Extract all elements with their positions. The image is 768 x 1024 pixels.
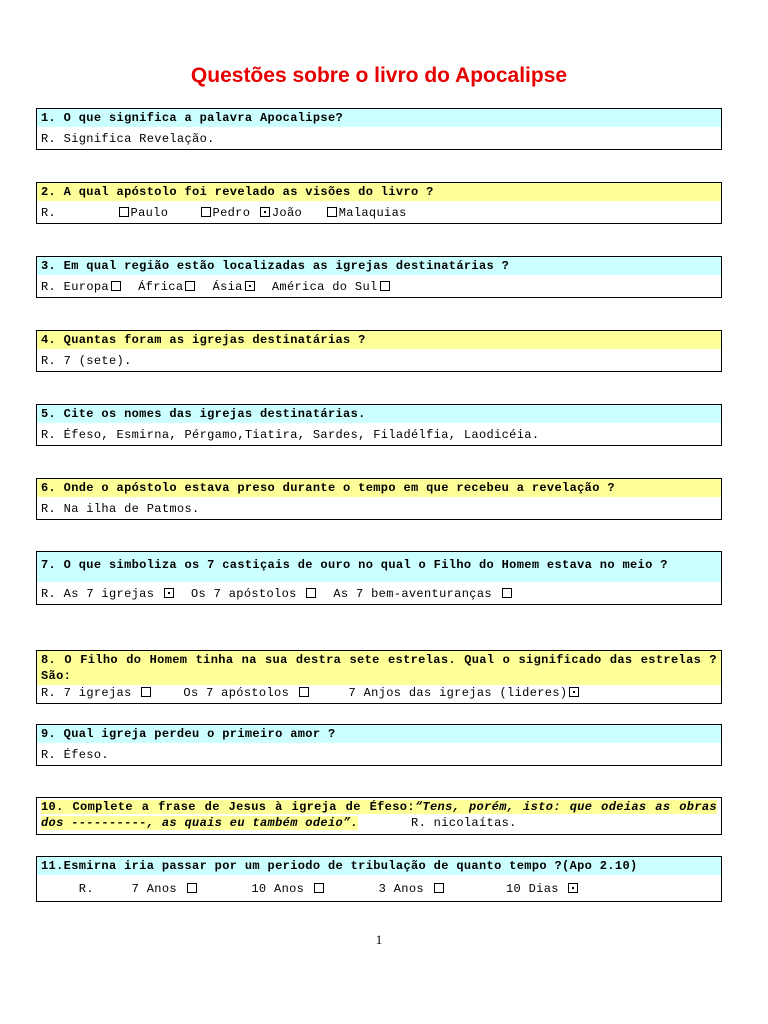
option-label: As 7 bem-aventuranças (333, 587, 492, 601)
option-label: 3 Anos (378, 882, 424, 896)
question-10-text (37, 798, 721, 834)
checkbox-joao[interactable] (260, 207, 270, 217)
answer-prefix: R. (78, 882, 94, 896)
question-3-text: 3. Em qual região estão localizadas as igrejas destinatárias ? (37, 257, 721, 275)
question-4 (36, 330, 722, 372)
checkbox-as-7-igrejas[interactable] (164, 588, 174, 598)
option-label: 10 Dias (505, 882, 559, 896)
answer-10: R. nicolaítas. (411, 816, 517, 830)
option-label: Ásia (212, 280, 243, 294)
question-5 (36, 404, 722, 446)
checkbox-africa[interactable] (185, 281, 195, 291)
answer-8 (37, 685, 721, 703)
question-1 (36, 108, 722, 150)
option-label: América do Sul (271, 280, 378, 294)
answer-2 (37, 201, 721, 223)
option-label: 7 Anjos das igrejas (lideres) (348, 686, 568, 700)
question-11 (36, 856, 722, 902)
answer-prefix: R. (41, 686, 57, 700)
checkbox-asia[interactable] (245, 281, 255, 291)
question-10 (36, 797, 722, 835)
question-5-text: 5. Cite os nomes das igrejas destinatárias. (37, 405, 721, 423)
answer-7 (37, 582, 721, 604)
question-11-text: 11.Esmirna iria passar por um periodo de tribulação de quanto tempo ?(Apo 2.10) (37, 857, 721, 875)
checkbox-3-anos[interactable] (434, 883, 444, 893)
checkbox-10-dias[interactable] (568, 883, 578, 893)
answer-prefix: R. (41, 206, 57, 220)
question-2-text: 2. A qual apóstolo foi revelado as visões do livro ? (37, 183, 721, 201)
checkbox-10-anos[interactable] (314, 883, 324, 893)
option-label: Os 7 apóstolos (183, 686, 290, 700)
checkbox-os-7-apostolos[interactable] (299, 687, 309, 697)
question-1-text: 1. O que significa a palavra Apocalipse? (37, 109, 721, 127)
page-number: 1 (375, 932, 383, 947)
question-8 (36, 650, 722, 704)
answer-prefix: R. (41, 280, 57, 294)
option-label: As 7 igrejas (63, 587, 155, 601)
option-label: Paulo (130, 206, 169, 220)
question-8-text: 8. O Filho do Homem tinha na sua destra sete estrelas. Qual o significado das estrelas ? São: (37, 651, 721, 685)
question-9-text: 9. Qual igreja perdeu o primeiro amor ? (37, 725, 721, 743)
option-label: Europa (63, 280, 109, 294)
answer-prefix: R. (41, 587, 57, 601)
checkbox-7-igrejas[interactable] (141, 687, 151, 697)
question-3 (36, 256, 722, 298)
option-label: Os 7 apóstolos (190, 587, 297, 601)
checkbox-7-anos[interactable] (187, 883, 197, 893)
checkbox-7-anjos[interactable] (569, 687, 579, 697)
option-label: João (271, 206, 303, 220)
question-10-quote: “Tens, porém, isto: que odeias as obras dos ----------, as quais eu também odeio”. (41, 800, 717, 830)
checkbox-europa[interactable] (111, 281, 121, 291)
answer-3 (37, 275, 721, 297)
question-2 (36, 182, 722, 224)
checkbox-malaquias[interactable] (327, 207, 337, 217)
answer-11 (37, 875, 721, 901)
answer-6: R. Na ilha de Patmos. (41, 502, 200, 516)
question-6 (36, 478, 722, 520)
option-label: África (138, 280, 184, 294)
option-label: 7 Anos (131, 882, 177, 896)
question-10-prompt: 10. Complete a frase de Jesus à igreja de Éfeso: (41, 800, 415, 814)
option-label: Malaquias (338, 206, 407, 220)
checkbox-pedro[interactable] (201, 207, 211, 217)
option-label: Pedro (212, 206, 251, 220)
question-9 (36, 724, 722, 766)
option-label: 7 igrejas (63, 686, 132, 700)
checkbox-os-7-apostolos[interactable] (306, 588, 316, 598)
answer-5: R. Éfeso, Esmirna, Pérgamo,Tiatira, Sardes, Filadélfia, Laodicéia. (41, 428, 540, 442)
answer-1: R. Significa Revelação. (41, 132, 215, 146)
option-label: 10 Anos (251, 882, 305, 896)
question-7 (36, 551, 722, 605)
checkbox-as-7-bem-aventurancas[interactable] (502, 588, 512, 598)
page-title: Questões sobre o livro do Apocalipse (190, 64, 568, 87)
checkbox-america-do-sul[interactable] (380, 281, 390, 291)
question-6-text: 6. Onde o apóstolo estava preso durante o tempo em que recebeu a revelação ? (37, 479, 721, 497)
answer-4: R. 7 (sete). (41, 354, 132, 368)
answer-9: R. Éfeso. (41, 748, 109, 762)
question-4-text: 4. Quantas foram as igrejas destinatárias ? (37, 331, 721, 349)
checkbox-paulo[interactable] (119, 207, 129, 217)
question-7-text: 7. O que simboliza os 7 castiçais de ouro no qual o Filho do Homem estava no meio ? (37, 552, 721, 582)
